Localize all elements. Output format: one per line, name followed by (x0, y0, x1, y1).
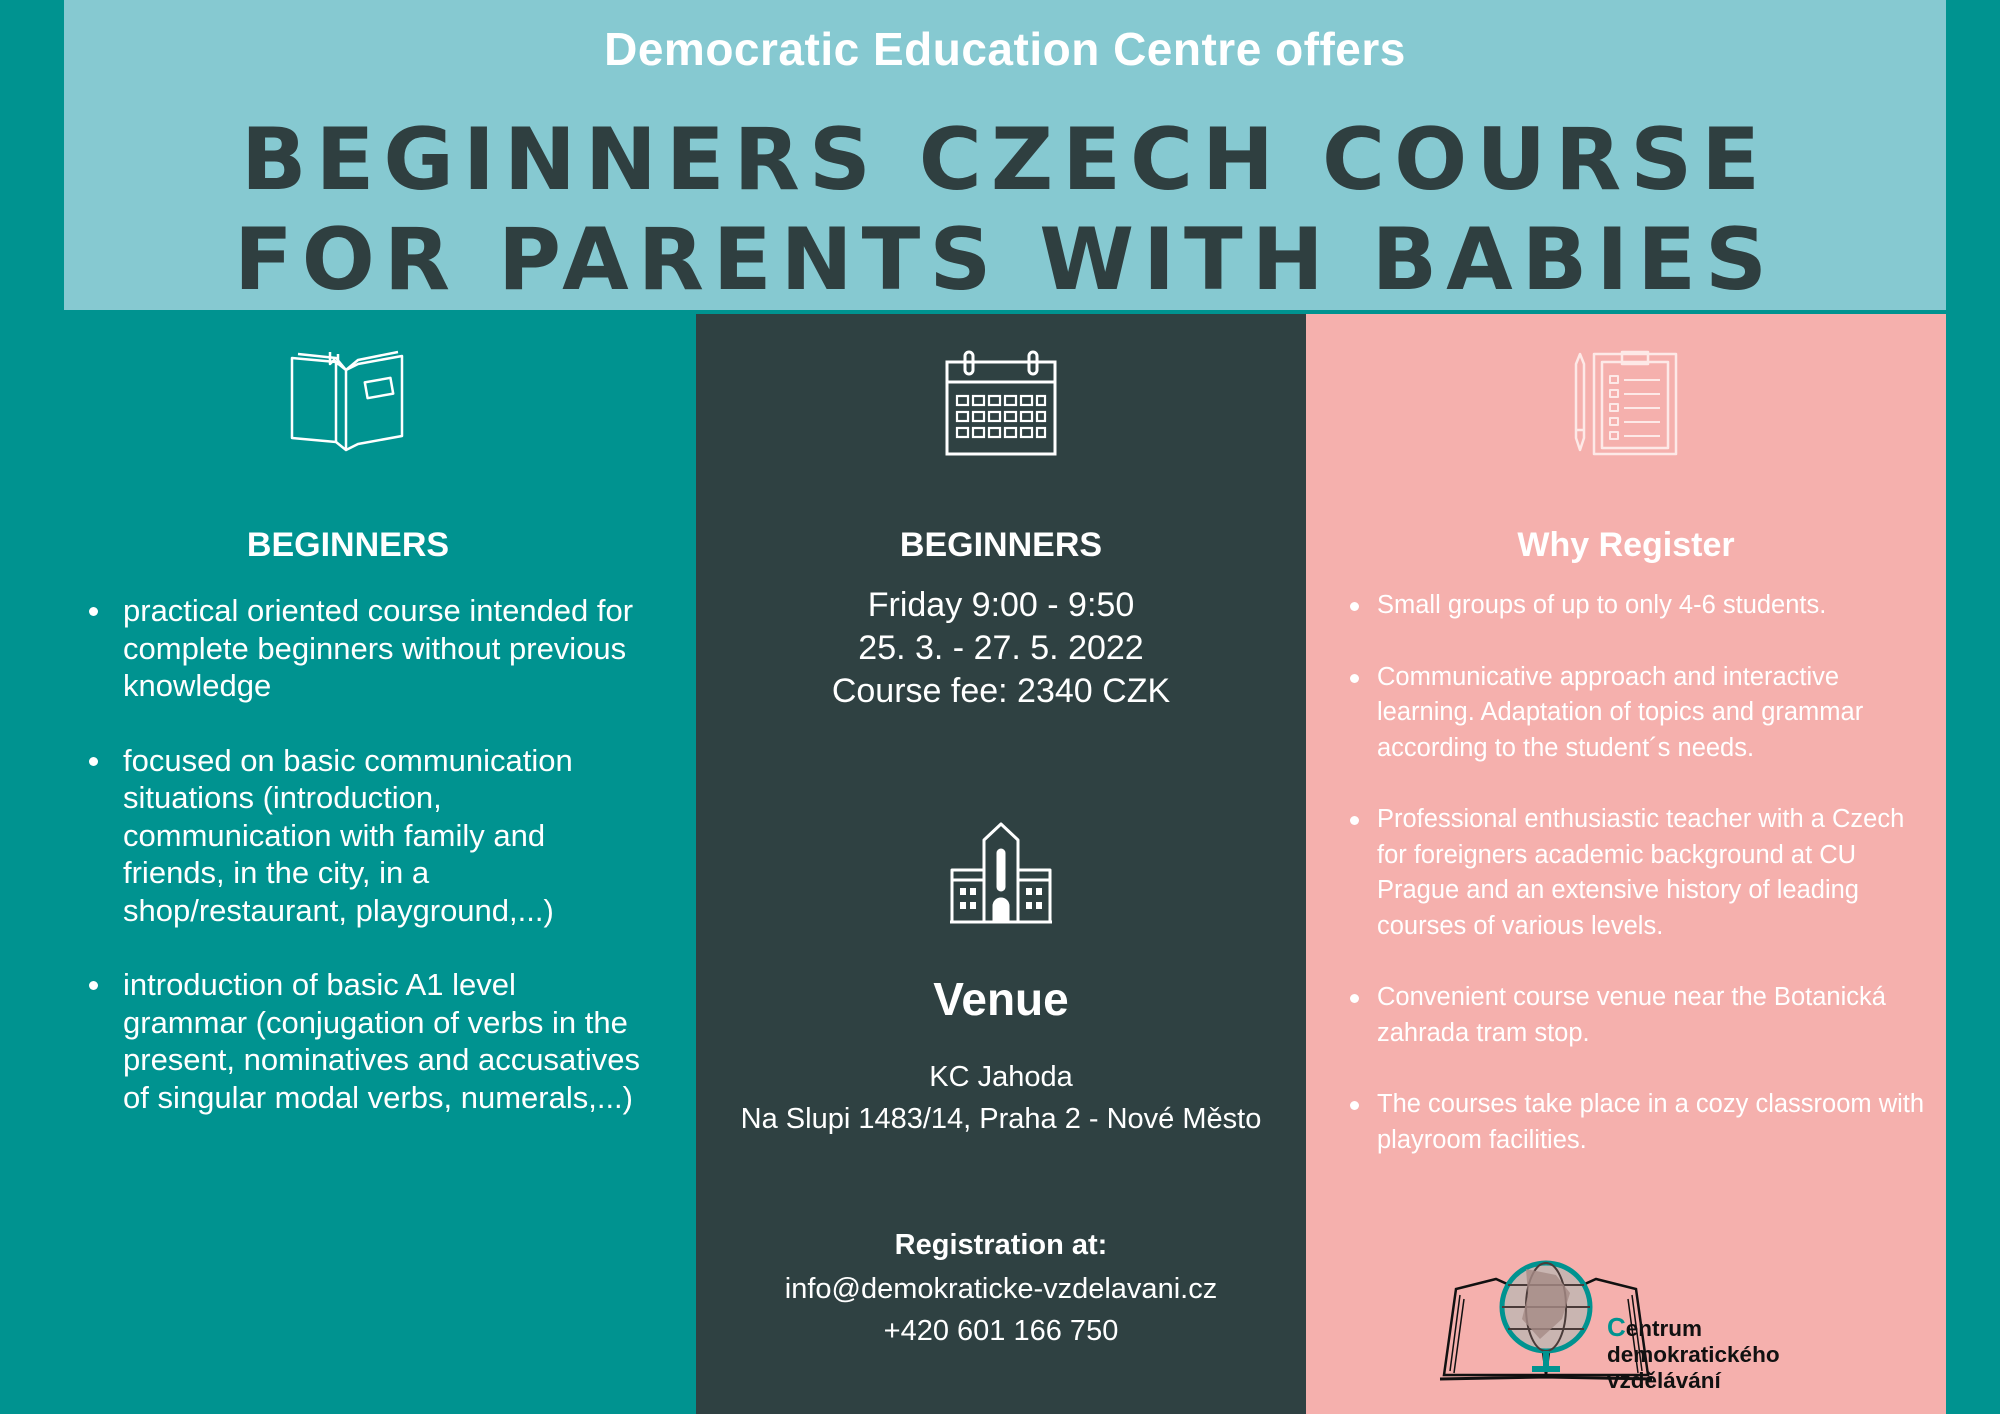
building-icon (948, 822, 1054, 926)
right-heading: Why Register (1517, 526, 1735, 564)
list-item: Communicative approach and interactive learning. Adaptation of topics and grammar according to the student´s needs. (1377, 660, 1937, 767)
schedule-block (696, 584, 1306, 713)
registration-email[interactable]: info@demokraticke-vzdelavani.cz (784, 1273, 1218, 1305)
registration-phone[interactable]: +420 601 166 750 (883, 1315, 1119, 1347)
schedule-venue-column (696, 314, 1306, 1414)
header-banner (64, 0, 1946, 310)
calendar-icon (943, 350, 1059, 458)
why-register-column (1306, 314, 1946, 1414)
header-subtitle: Democratic Education Centre offers (604, 23, 1406, 75)
list-item: Professional enthusiastic teacher with a Czech for foreigners academic background at CU Prague and an extensive history of leading courses of various levels. (1377, 802, 1937, 944)
venue-address (696, 1056, 1306, 1140)
logo-wordmark (1607, 1314, 1827, 1394)
list-item: focused on basic communication situations (introduction, communication with family and friends, in the city, in a shop/restaurant, playground,...) (123, 742, 643, 930)
registration-contacts (696, 1268, 1306, 1352)
logo-line1: entrum (1625, 1316, 1703, 1341)
list-item: introduction of basic A1 level grammar (conjugation of verbs in the present, nominatives and accusatives of singular modal verbs, numerals,...) (123, 966, 643, 1116)
book-icon (288, 350, 408, 454)
logo-line2: demokratického (1607, 1342, 1780, 1367)
list-item: The courses take place in a cozy classroom with playroom facilities. (1377, 1087, 1937, 1158)
checklist-icon (1570, 350, 1680, 458)
left-heading: BEGINNERS (246, 526, 450, 564)
course-title-line1: BEGINNERS CZECH COURSE (241, 110, 1769, 210)
course-title-line2: FOR PARENTS WITH BABIES (234, 210, 1776, 310)
logo-line3: vzdělávání (1607, 1368, 1721, 1393)
logo-initial: C (1607, 1312, 1626, 1342)
registration-heading: Registration at: (894, 1229, 1108, 1261)
course-description-column (0, 314, 696, 1414)
list-item: Convenient course venue near the Botanická zahrada tram stop. (1377, 980, 1937, 1051)
why-register-list (1377, 588, 1937, 1194)
venue-name: KC Jahoda (929, 1061, 1073, 1093)
schedule-dates: 25. 3. - 27. 5. 2022 (858, 629, 1144, 667)
list-item: practical oriented course intended for complete beginners without previous knowledge (123, 592, 643, 705)
course-features-list (123, 592, 643, 1153)
venue-heading: Venue (933, 973, 1069, 1025)
middle-heading: BEGINNERS (899, 526, 1103, 564)
venue-street: Na Slupi 1483/14, Praha 2 - Nové Město (740, 1103, 1262, 1135)
list-item: Small groups of up to only 4-6 students. (1377, 588, 1937, 624)
course-fee: Course fee: 2340 CZK (831, 672, 1171, 710)
schedule-time: Friday 9:00 - 9:50 (867, 586, 1135, 624)
